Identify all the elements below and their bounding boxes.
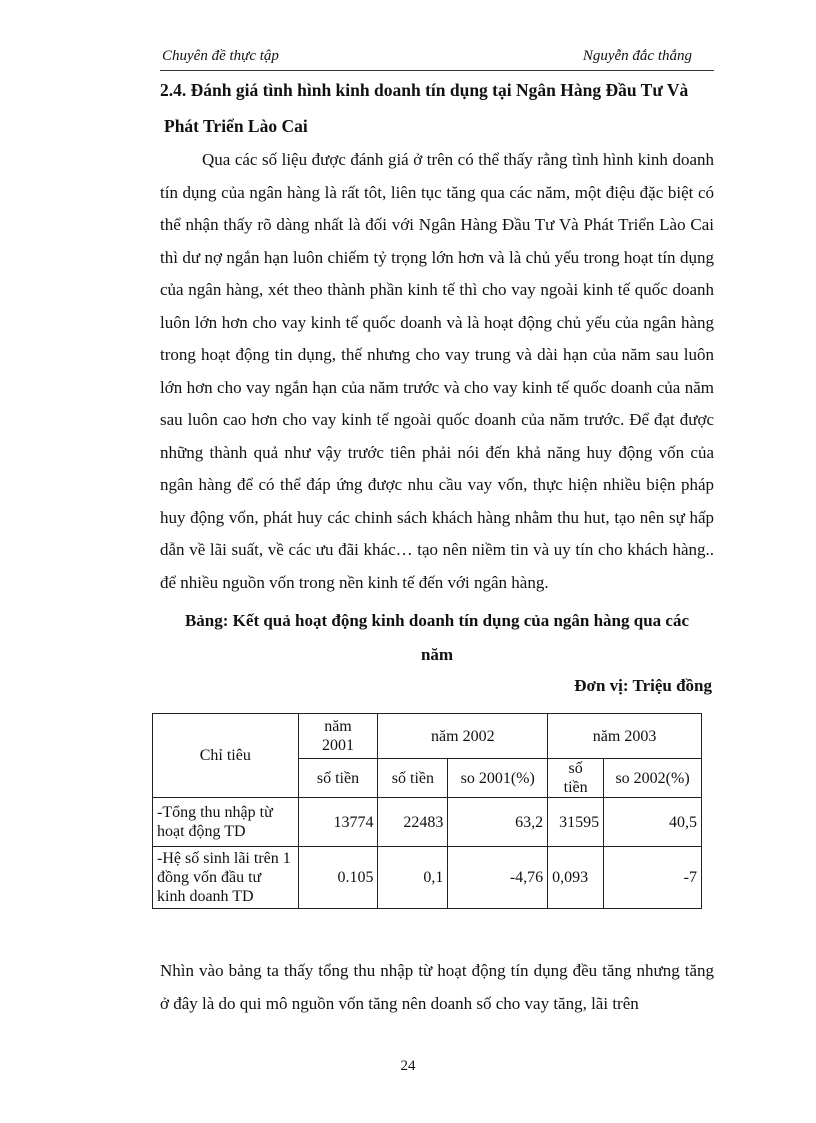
header-indicator: Chỉ tiêu — [153, 714, 299, 798]
body-paragraph — [160, 144, 714, 599]
table-row — [153, 847, 702, 909]
table-row — [153, 798, 702, 847]
section-title — [160, 72, 716, 144]
section-title-line1: 2.4. Đánh giá tình hình kinh doanh tín dụng tại Ngân Hàng Đầu Tư Và — [160, 80, 689, 100]
row-label: -Tổng thu nhập từ hoạt động TD — [153, 798, 299, 847]
table-title — [160, 604, 714, 672]
header-2002-amount: số tiền — [378, 759, 448, 798]
cell-2001-amount: 13774 — [298, 798, 378, 847]
paragraph-1: Qua các số liệu được đánh giá ở trên có thể thấy rằng tình hình kinh doanh tín dụng của ngân hàng là rất tôt, liên tục tăng qua các năm, một điệu đặc biệt có thể nhận thấy rõ dàng nhất là đối với Ngân Hàng Đầu Tư Và Phát Triển Lào Cai thì dư nợ ngắn hạn luôn chiếm tỷ trọng lớn hơn và là chủ yếu trong hoạt tín dụng của ngân hàng, xét theo thành phần kinh tế thì cho vay ngoài kinh tế quốc doanh luôn lớn hơn cho vay kinh tế quốc doanh và là hoạt động chủ yếu của ngân hàng trong hoạt động tin dụng, thế nhưng cho vay trung và dài hạn của năm sau luôn lớn hơn cho vay ngắn hạn của năm trước và cho vay kinh tế quốc doanh của năm sau luôn cao hơn cho vay kinh tế ngoài quốc doanh của năm trước. Để đạt được những thành quả như vậy trước tiên phải nói đến khả năng huy động vốn của ngân hàng để có thể đáp ứng được nhu cầu vay vốn, thực hiện nhiều biện pháp huy động vốn, phát huy các chinh sách khách hàng nhằm thu hut, tạo nên sự hấp dẫn về lãi suất, về các ưu đãi khác… tạo nên niềm tin và uy tín cho khách hàng.. để nhiều nguồn vốn trong nền kinh tế đến với ngân hàng. — [160, 150, 714, 592]
paragraph-2: Nhìn vào bảng ta thấy tổng thu nhập từ hoạt động tín dụng đều tăng nhưng tăng ở đây là do qui mô nguồn vốn tăng nên doanh số cho vay tăng, lãi trên — [160, 961, 714, 1013]
cell-2002-amount: 22483 — [378, 798, 448, 847]
page-header — [160, 48, 714, 71]
header-right-text: Nguyễn đắc thắng — [582, 48, 692, 64]
cell-2003-percent: 40,5 — [604, 798, 702, 847]
header-2002-vs-2001: so 2001(%) — [448, 759, 548, 798]
cell-2002-percent: -4,76 — [448, 847, 548, 909]
table-title-line1: Bảng: Kết quả hoạt động kinh doanh tín dụng của ngân hàng qua các — [184, 611, 690, 630]
header-2003-amount: số tiền — [548, 759, 604, 798]
table-unit: Đơn vị: Triệu đồng — [574, 676, 712, 695]
row-label: -Hệ số sinh lãi trên 1 đồng vốn đầu tư kinh doanh TD — [153, 847, 299, 909]
table-header-row-1 — [153, 714, 702, 759]
cell-2003-amount: 0,093 — [548, 847, 604, 909]
header-year-2002: năm 2002 — [378, 714, 548, 759]
cell-2001-amount: 0.105 — [298, 847, 378, 909]
body-paragraph-2 — [160, 955, 714, 1020]
header-year-2003: năm 2003 — [548, 714, 702, 759]
cell-2003-percent: -7 — [604, 847, 702, 909]
table-title-line2: năm — [420, 645, 454, 664]
header-year-2001: năm 2001 — [298, 714, 378, 759]
cell-2003-amount: 31595 — [548, 798, 604, 847]
cell-2002-amount: 0,1 — [378, 847, 448, 909]
credit-results-table — [152, 713, 702, 909]
header-2001-amount: số tiền — [298, 759, 378, 798]
cell-2002-percent: 63,2 — [448, 798, 548, 847]
section-title-line2: Phát Triển Lào Cai — [164, 116, 308, 136]
page-number: 24 — [400, 1058, 416, 1074]
header-left-text: Chuyên đề thực tập — [162, 48, 279, 64]
header-2003-vs-2002: so 2002(%) — [604, 759, 702, 798]
